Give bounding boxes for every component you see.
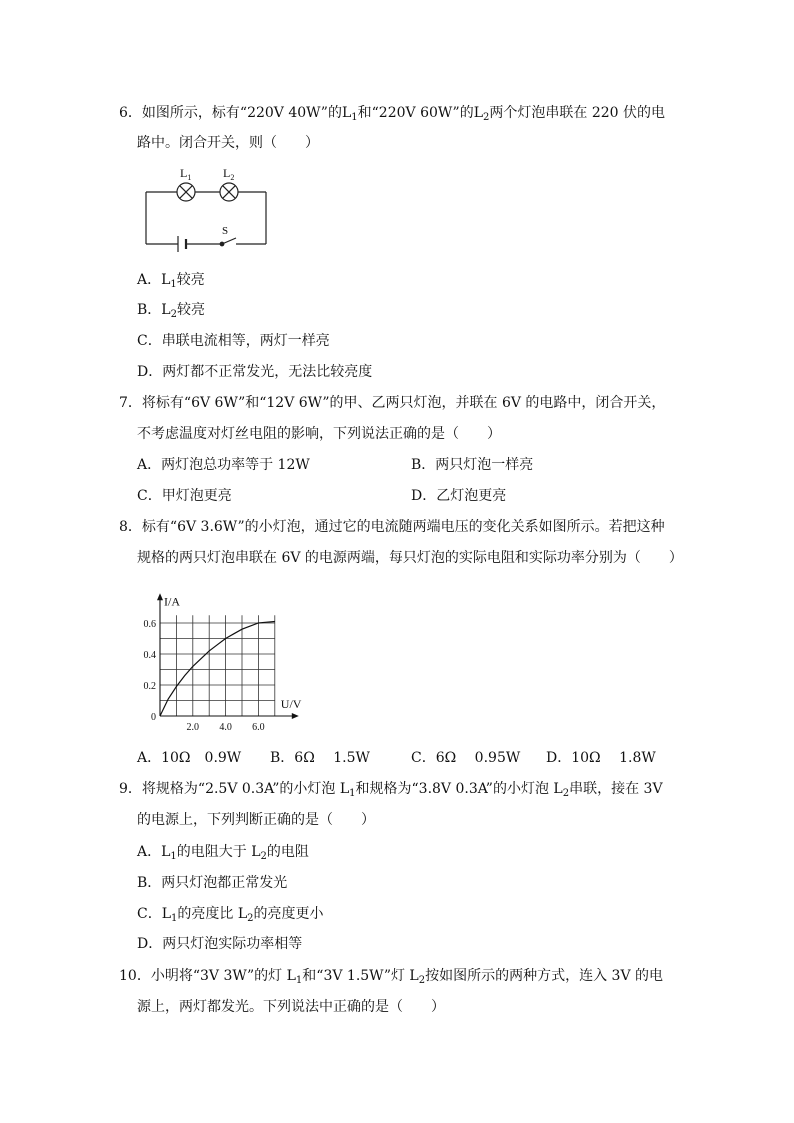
- y-axis-arrow-icon: [157, 593, 163, 600]
- switch-icon: [220, 238, 236, 246]
- switch-label: S: [222, 225, 229, 237]
- chart-xlabel: U/V: [280, 697, 302, 711]
- y-tick-label: 0: [151, 712, 156, 723]
- q7-option-d[interactable]: D．乙灯泡更亮: [411, 488, 507, 504]
- q10-stem-line1: 10．小明将“3V 3W”的灯 $L_1$和“3V 1.5W”灯 $L_2$按如图所示的两种方式，连入 3V 的电: [119, 968, 664, 986]
- chart-ylabel: I/A: [164, 594, 180, 609]
- circuit-diagram: [140, 162, 275, 252]
- q8-option-c[interactable]: C．6Ω 0.95W: [411, 750, 521, 766]
- q9-option-a[interactable]: A．$L_1$的电阻大于 $L_2$的电阻: [137, 844, 309, 862]
- q6-option-b[interactable]: B．$L_2$较亮: [137, 302, 205, 320]
- lamp-l1-icon: [177, 183, 195, 201]
- q6-stem-line2: 路中。闭合开关，则（ ）: [137, 135, 319, 151]
- y-tick-label: 0.4: [143, 650, 156, 661]
- q9-option-c[interactable]: C．$L_1$的亮度比 $L_2$的亮度更小: [137, 906, 324, 924]
- chart-series: [160, 622, 275, 717]
- q7-stem-line2: 不考虑温度对灯丝电阻的影响，下列说法正确的是（ ）: [137, 426, 501, 442]
- q9-option-b[interactable]: B．两只灯泡都正常发光: [137, 875, 288, 891]
- q7-option-a[interactable]: A．两灯泡总功率等于 12W: [137, 457, 310, 473]
- y-tick-label: 0.6: [143, 619, 156, 630]
- x-tick-label: 6.0: [252, 722, 265, 733]
- q8-option-b[interactable]: B．6Ω 1.5W: [270, 750, 370, 766]
- x-tick-label: 4.0: [219, 722, 232, 733]
- q7-stem-line1: 7．将标有“6V 6W”和“12V 6W”的甲、乙两只灯泡，并联在 6V 的电路中，闭合开关，: [119, 395, 666, 411]
- lamp-l2-icon: [220, 183, 238, 201]
- q6-option-c[interactable]: C．串联电流相等，两灯一样亮: [137, 333, 330, 349]
- iv-curve: [160, 622, 275, 717]
- q9-stem-line1: 9．将规格为“2.5V 0.3A”的小灯泡 $L_1$和规格为“3.8V 0.3A”的小灯泡 $L_2$串联，接在 3V: [119, 781, 663, 799]
- q6-option-a[interactable]: A．$L_1$较亮: [137, 272, 205, 290]
- q7-option-b[interactable]: B．两只灯泡一样亮: [411, 457, 534, 473]
- q7-option-c[interactable]: C．甲灯泡更亮: [137, 488, 232, 504]
- q8-stem-line2: 规格的两只灯泡串联在 6V 的电源两端，每只灯泡的实际电阻和实际功率分别为（ ）: [137, 550, 683, 566]
- battery-icon: [178, 236, 186, 252]
- lamp-l1-label: $L_1$: [180, 166, 192, 182]
- q10-stem-line2: 源上，两灯都发光。下列说法中正确的是（ ）: [137, 999, 445, 1015]
- q6-stem-line1: 6．如图所示，标有“220V 40W”的$L_1$和“220V 60W”的$L_2$两个灯泡串联在 220 伏的电: [119, 105, 665, 123]
- x-axis-arrow-icon: [292, 713, 299, 719]
- q8-option-a[interactable]: A．10Ω 0.9W: [137, 750, 242, 766]
- lamp-l2-label: $L_2$: [223, 166, 235, 182]
- q9-stem-line2: 的电源上，下列判断正确的是（ ）: [137, 812, 375, 828]
- q9-option-d[interactable]: D．两只灯泡实际功率相等: [137, 936, 303, 952]
- y-tick-label: 0.2: [143, 681, 156, 692]
- iv-chart: [138, 580, 318, 735]
- chart-grid: [160, 615, 275, 716]
- q8-option-d[interactable]: D．10Ω 1.8W: [546, 750, 656, 766]
- q8-stem-line1: 8．标有“6V 3.6W”的小灯泡，通过它的电流随两端电压的变化关系如图所示。若把这种: [119, 519, 665, 535]
- x-tick-label: 2.0: [186, 722, 200, 733]
- q6-option-d[interactable]: D．两灯都不正常发光，无法比较亮度: [137, 364, 373, 380]
